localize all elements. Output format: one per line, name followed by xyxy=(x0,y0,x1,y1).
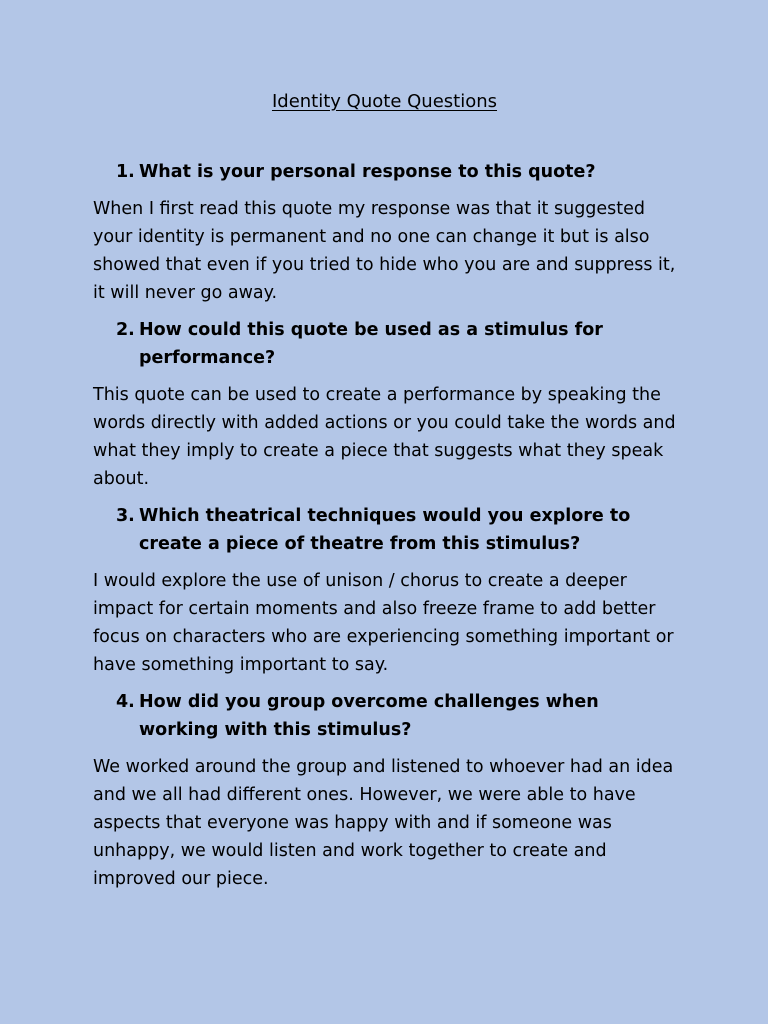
question-2 xyxy=(93,316,676,372)
answer-4: We worked around the group and listened to whoever had an idea and we all had different ones. However, we were able to have aspects that everyone was happy with and if someone was unhappy, we would listen and work together to create and improved our piece. xyxy=(93,757,674,889)
qa-item-4 xyxy=(93,688,676,893)
question-list xyxy=(93,158,676,893)
question-4 xyxy=(93,688,676,744)
question-number: 4. xyxy=(116,692,135,712)
answer-1: When I first read this quote my response was that it suggested your identity is permanent and no one can change it but is also showed that even if you tried to hide who you are and suppress it, it will never go away. xyxy=(93,199,676,303)
question-1 xyxy=(93,158,676,186)
qa-item-2 xyxy=(93,316,676,493)
question-number: 1. xyxy=(116,162,135,182)
qa-item-1 xyxy=(93,158,676,307)
document-title: Identity Quote Questions xyxy=(271,91,498,112)
question-text: Which theatrical techniques would you explore to create a piece of theatre from this stimulus? xyxy=(139,506,631,554)
answer-2: This quote can be used to create a performance by speaking the words directly with added actions or you could take the words and what they imply to create a piece that suggests what they speak about. xyxy=(93,385,676,489)
question-text: What is your personal response to this quote? xyxy=(139,162,596,182)
question-text: How could this quote be used as a stimulus for performance? xyxy=(139,320,603,368)
question-text: How did you group overcome challenges when working with this stimulus? xyxy=(139,692,599,740)
question-number: 3. xyxy=(116,506,135,526)
question-number: 2. xyxy=(116,320,135,340)
question-3 xyxy=(93,502,676,558)
answer-3: I would explore the use of unison / chorus to create a deeper impact for certain moments and also freeze frame to add better focus on characters who are experiencing something important or have something important to say. xyxy=(93,571,674,675)
qa-item-3 xyxy=(93,502,676,679)
